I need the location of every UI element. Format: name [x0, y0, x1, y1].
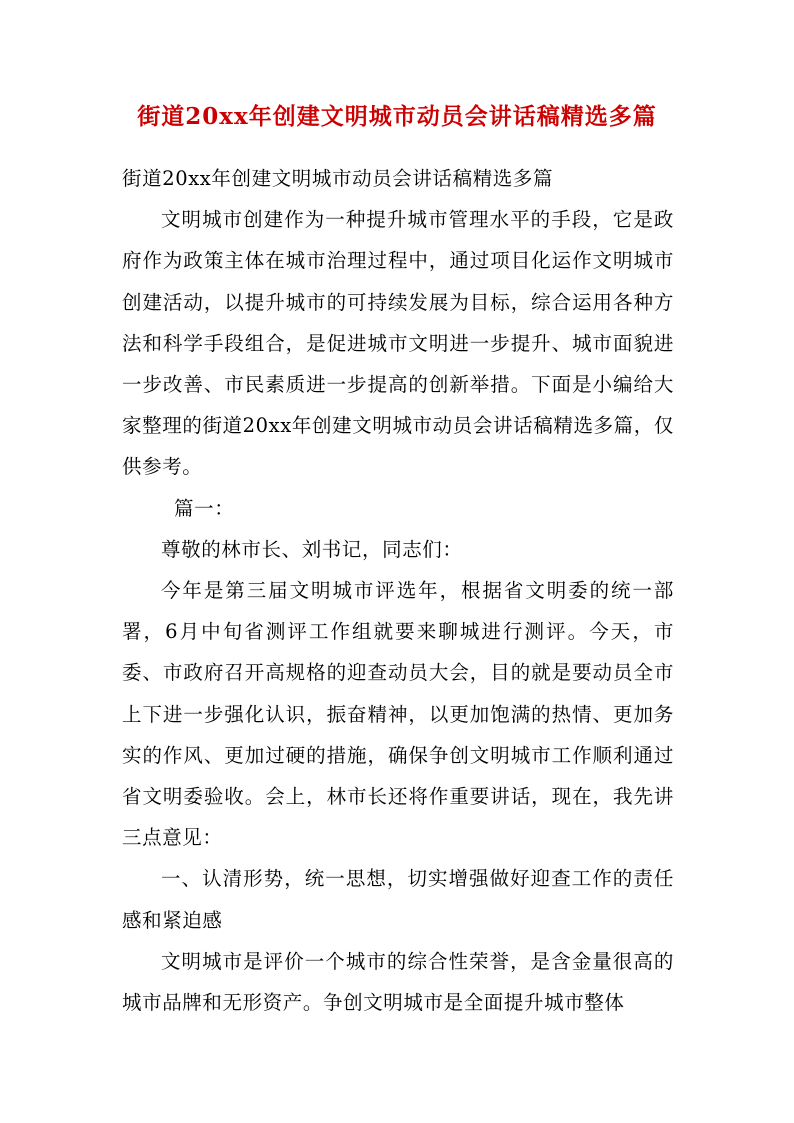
body-paragraph-2: 文明城市是评价一个城市的综合性荣誉，是含金量很高的城市品牌和无形资产。争创文明城市是全面提升城市整体 [122, 949, 674, 1015]
document-subtitle: 街道20xx年创建文明城市动员会讲话稿精选多篇 [122, 167, 554, 190]
salutation: 尊敬的林市长、刘书记，同志们： [161, 537, 463, 561]
document-title: 街道20xx年创建文明城市动员会讲话稿精选多篇 [137, 103, 657, 130]
body-paragraph-1: 今年是第三届文明城市评选年，根据省文明委的统一部署，6月中旬省测评工作组就要来聊城进行测评。今天，市委、市政府召开高规格的迎查动员大会，目的就是要动员全市上下进一步强化认识，振奋精神，以更加饱满的热情、更加务实的作风、更加过硬的措施，确保争创文明城市工作顺利通过省文明委验收。会上，林市长还将作重要讲话，现在，我先讲三点意见： [122, 579, 674, 850]
intro-paragraph: 文明城市创建作为一种提升城市管理水平的手段，它是政府作为政策主体在城市治理过程中，通过项目化运作文明城市创建活动，以提升城市的可持续发展为目标，综合运用各种方法和科学手段组合，是促进城市文明进一步提升、城市面貌进一步改善、市民素质进一步提高的创新举措。下面是小编给大家整理的街道20xx年创建文明城市动员会讲话稿精选多篇，仅供参考。 [122, 208, 674, 479]
section-label: 篇一： [174, 496, 235, 520]
section-heading-1: 一、认清形势，统一思想，切实增强做好迎查工作的责任感和紧迫感 [122, 867, 674, 932]
document-body [122, 158, 674, 1023]
